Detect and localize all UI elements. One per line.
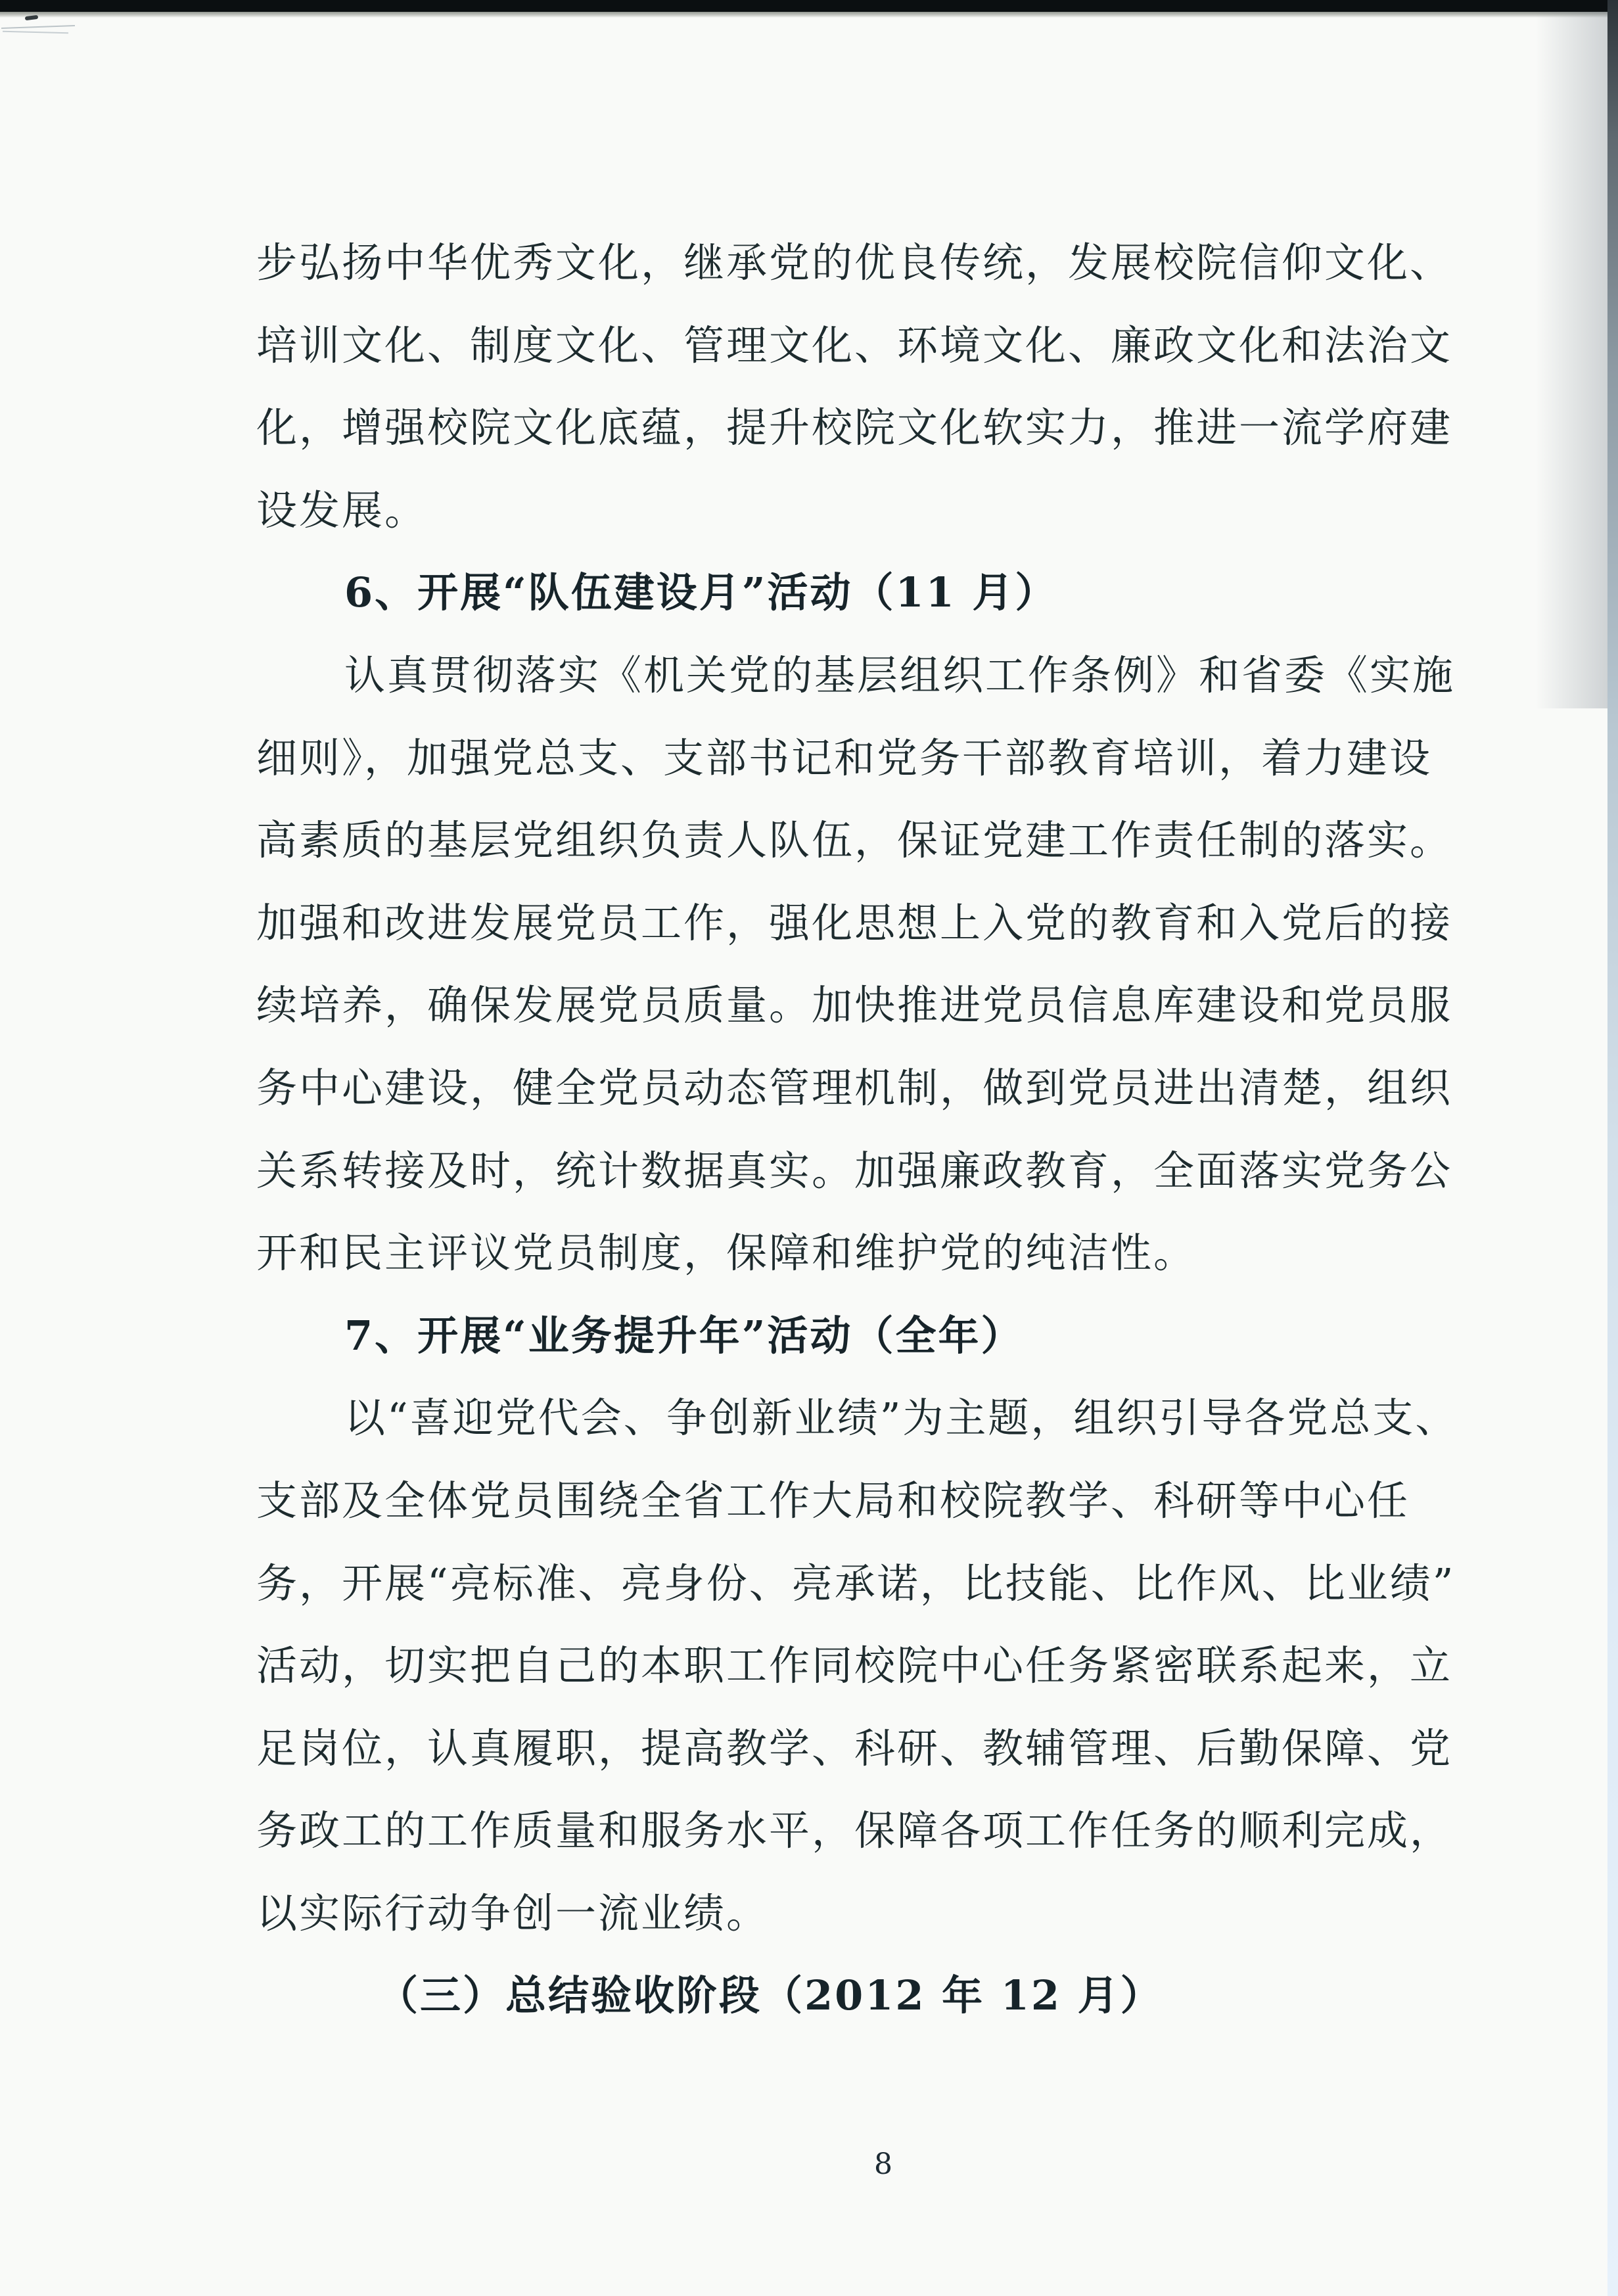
paragraph-first-line: 认真贯彻落实《机关党的基层组织工作条例》和省委《实施 <box>344 651 1456 699</box>
scan-edge-top-grain <box>0 12 1618 18</box>
body-line: 务，开展“亮标准、亮身份、亮承诺，比技能、比作风、比业绩” <box>256 1559 1456 1607</box>
body-line: 关系转接及时，统计数据真实。加强廉政教育，全面落实党务公 <box>256 1146 1453 1195</box>
scan-artifact-dash <box>25 15 39 20</box>
scan-artifact-scribble <box>1 25 75 29</box>
body-line: 活动，切实把自己的本职工作同校院中心任务紧密联系起来，立 <box>256 1642 1453 1690</box>
body-line: 化，增强校院文化底蕴，提升校院文化软实力，推进一流学府建 <box>256 403 1453 452</box>
scan-artifact-scribble <box>3 31 68 34</box>
scan-edge-top <box>0 0 1618 12</box>
body-line: 高素质的基层党组织负责人队伍，保证党建工作责任制的落实。 <box>256 816 1453 865</box>
document-text-block <box>256 221 1505 2037</box>
body-line: 务中心建设，健全党员动态管理机制，做到党员进出清楚，组织 <box>256 1063 1453 1112</box>
body-line: 设发展。 <box>256 486 428 534</box>
body-line: 步弘扬中华优秀文化，继承党的优良传统，发展校院信仰文化、 <box>256 239 1453 287</box>
body-line: 续培养，确保发展党员质量。加快推进党员信息库建设和党员服 <box>256 981 1453 1030</box>
body-line: 支部及全体党员围绕全省工作大局和校院教学、科研等中心任 <box>256 1476 1410 1525</box>
section-heading-stage3: （三）总结验收阶段（2012 年 12 月） <box>377 1971 1163 2020</box>
body-line: 足岗位，认真履职，提高教学、科研、教辅管理、后勤保障、党 <box>256 1724 1453 1772</box>
section-heading-6: 6、开展“队伍建设月”活动（11 月） <box>344 568 1058 617</box>
body-line: 开和民主评议党员制度，保障和维护党的纯洁性。 <box>256 1229 1197 1277</box>
section-heading-7: 7、开展“业务提升年”活动（全年） <box>344 1311 1024 1360</box>
body-line: 培训文化、制度文化、管理文化、环境文化、廉政文化和法治文 <box>256 321 1453 369</box>
page-number: 8 <box>874 2147 892 2181</box>
body-line: 细则》，加强党总支、支部书记和党务干部教育培训，着力建设 <box>256 733 1433 782</box>
body-line: 加强和改进发展党员工作，强化思想上入党的教育和入党后的接 <box>256 898 1453 947</box>
paragraph-first-line: 以“喜迎党代会、争创新业绩”为主题，组织引导各党总支、 <box>344 1394 1458 1442</box>
body-line: 以实际行动争创一流业绩。 <box>256 1889 770 1937</box>
body-line: 务政工的工作质量和服务水平，保障各项工作任务的顺利完成， <box>256 1806 1453 1855</box>
scan-edge-right <box>1607 0 1618 2296</box>
scan-edge-right-shadow <box>1535 12 1607 708</box>
